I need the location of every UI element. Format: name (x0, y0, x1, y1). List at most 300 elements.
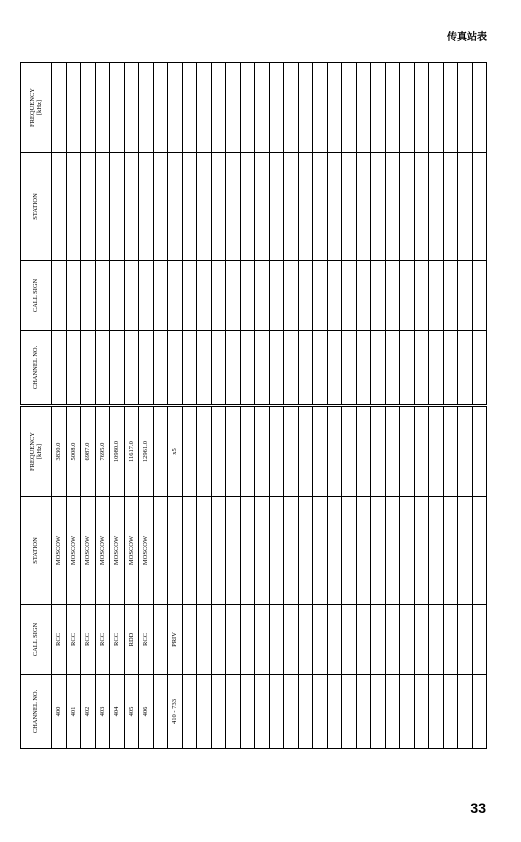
cell-callsign (356, 261, 371, 331)
table-row (182, 63, 197, 405)
table-row (168, 63, 183, 405)
cell-station (284, 497, 299, 605)
cell-station (66, 153, 81, 261)
table-row (168, 407, 183, 749)
cell-frequency (211, 63, 226, 153)
cell-callsign (52, 261, 67, 331)
cell-channel (443, 331, 458, 405)
cell-frequency (371, 407, 386, 497)
cell-channel (371, 331, 386, 405)
column-header-channel: CHANNEL NO. (21, 675, 52, 749)
cell-channel: 410 - 733 (168, 675, 183, 749)
table-row (298, 63, 313, 405)
cell-frequency (429, 407, 444, 497)
cell-callsign: RCC (81, 605, 96, 675)
table-row (313, 407, 328, 749)
cell-callsign (153, 261, 168, 331)
cell-channel (240, 675, 255, 749)
table-row (153, 407, 168, 749)
cell-callsign (269, 605, 284, 675)
cell-callsign (66, 261, 81, 331)
cell-channel (327, 675, 342, 749)
table-row (371, 407, 386, 749)
cell-channel (458, 331, 473, 405)
cell-frequency: x5 (168, 407, 183, 497)
cell-station (356, 497, 371, 605)
cell-frequency (240, 407, 255, 497)
cell-station (255, 497, 270, 605)
cell-callsign (211, 261, 226, 331)
cell-station (182, 497, 197, 605)
cell-channel (342, 675, 357, 749)
table-row (342, 63, 357, 405)
cell-callsign (313, 605, 328, 675)
cell-frequency (313, 63, 328, 153)
cell-station: MOSCOW (52, 497, 67, 605)
column-header-station: STATION (21, 497, 52, 605)
table-row (211, 407, 226, 749)
cell-station (182, 153, 197, 261)
table-row (327, 407, 342, 749)
cell-callsign (356, 605, 371, 675)
cell-station: MOSCOW (66, 497, 81, 605)
cell-channel (197, 331, 212, 405)
cell-channel: 405 (124, 675, 139, 749)
cell-channel (211, 675, 226, 749)
cell-frequency (269, 63, 284, 153)
cell-channel: 400 (52, 675, 67, 749)
table-row (472, 407, 487, 749)
table-row (429, 63, 444, 405)
cell-frequency (472, 63, 487, 153)
table-row (255, 407, 270, 749)
cell-frequency: 10980.0 (110, 407, 125, 497)
table-row (342, 407, 357, 749)
table-row (182, 407, 197, 749)
cell-callsign (153, 605, 168, 675)
cell-station (269, 153, 284, 261)
cell-station (226, 497, 241, 605)
cell-channel (371, 675, 386, 749)
cell-channel (298, 331, 313, 405)
cell-channel (110, 331, 125, 405)
cell-frequency (255, 63, 270, 153)
table-row (124, 407, 139, 749)
table-row (197, 63, 212, 405)
cell-channel (182, 331, 197, 405)
table-row (95, 63, 110, 405)
cell-frequency (443, 63, 458, 153)
cell-channel (313, 675, 328, 749)
cell-station (400, 153, 415, 261)
cell-frequency (226, 407, 241, 497)
cell-frequency (458, 407, 473, 497)
cell-station (458, 153, 473, 261)
cell-station (269, 497, 284, 605)
cell-callsign (298, 261, 313, 331)
cell-station (356, 153, 371, 261)
cell-channel (197, 675, 212, 749)
cell-station (429, 153, 444, 261)
cell-channel (429, 675, 444, 749)
cell-frequency (81, 63, 96, 153)
cell-frequency: 7695.0 (95, 407, 110, 497)
cell-callsign: RCC (95, 605, 110, 675)
cell-callsign (284, 605, 299, 675)
cell-frequency (385, 63, 400, 153)
cell-callsign (284, 261, 299, 331)
cell-callsign (168, 261, 183, 331)
cell-station (240, 497, 255, 605)
cell-callsign (313, 261, 328, 331)
cell-frequency (182, 407, 197, 497)
cell-station (342, 153, 357, 261)
cell-frequency (124, 63, 139, 153)
cell-station (327, 497, 342, 605)
table-row (255, 63, 270, 405)
cell-channel (153, 331, 168, 405)
cell-station: MOSCOW (124, 497, 139, 605)
cell-station (226, 153, 241, 261)
table-row (66, 63, 81, 405)
cell-callsign (211, 605, 226, 675)
cell-station (342, 497, 357, 605)
cell-callsign (414, 605, 429, 675)
cell-station (197, 497, 212, 605)
table-row (226, 407, 241, 749)
cell-callsign: RCC (110, 605, 125, 675)
table-row (139, 407, 154, 749)
table-row (139, 63, 154, 405)
page-header-title: 传真站表 (447, 32, 487, 43)
cell-channel (255, 331, 270, 405)
cell-frequency (342, 407, 357, 497)
table-row (269, 63, 284, 405)
cell-frequency (472, 407, 487, 497)
cell-frequency (356, 407, 371, 497)
page-number: 33 (470, 800, 486, 816)
table-row (110, 407, 125, 749)
cell-frequency (342, 63, 357, 153)
cell-frequency (284, 63, 299, 153)
cell-station: MOSCOW (139, 497, 154, 605)
cell-channel (443, 675, 458, 749)
cell-channel (356, 675, 371, 749)
cell-frequency (385, 407, 400, 497)
cell-frequency (298, 407, 313, 497)
table-row (371, 63, 386, 405)
frequency-table-top (20, 62, 487, 405)
column-header-frequency (21, 407, 52, 497)
cell-channel (342, 331, 357, 405)
cell-frequency (110, 63, 125, 153)
table-row (52, 407, 67, 749)
cell-channel (52, 331, 67, 405)
table-row (298, 407, 313, 749)
table-row (110, 63, 125, 405)
cell-frequency (153, 63, 168, 153)
cell-callsign: RCC (66, 605, 81, 675)
cell-station (385, 153, 400, 261)
cell-callsign (226, 605, 241, 675)
cell-channel (226, 675, 241, 749)
table-row (356, 63, 371, 405)
column-header-frequency (21, 63, 52, 153)
cell-station (211, 497, 226, 605)
cell-channel (472, 675, 487, 749)
cell-frequency: 12961.0 (139, 407, 154, 497)
table-row (197, 407, 212, 749)
table-row (211, 63, 226, 405)
cell-frequency (269, 407, 284, 497)
table-body (52, 407, 487, 749)
cell-callsign (458, 605, 473, 675)
cell-station (429, 497, 444, 605)
cell-callsign (240, 605, 255, 675)
cell-frequency (356, 63, 371, 153)
cell-channel (124, 331, 139, 405)
cell-channel (66, 331, 81, 405)
cell-channel (182, 675, 197, 749)
cell-frequency (182, 63, 197, 153)
cell-frequency (197, 63, 212, 153)
cell-channel (298, 675, 313, 749)
cell-channel (269, 331, 284, 405)
table-row (284, 407, 299, 749)
table-row (414, 63, 429, 405)
cell-station (153, 497, 168, 605)
cell-callsign (342, 605, 357, 675)
table-row (443, 407, 458, 749)
cell-station (371, 497, 386, 605)
cell-callsign (327, 605, 342, 675)
cell-channel (385, 331, 400, 405)
cell-station (52, 153, 67, 261)
table-row (66, 407, 81, 749)
cell-channel: 404 (110, 675, 125, 749)
cell-frequency (168, 63, 183, 153)
cell-channel (284, 675, 299, 749)
cell-callsign (472, 261, 487, 331)
cell-station: MOSCOW (95, 497, 110, 605)
table-row (429, 407, 444, 749)
table-row (284, 63, 299, 405)
cell-callsign: PRIV (168, 605, 183, 675)
table-row (385, 407, 400, 749)
cell-callsign (226, 261, 241, 331)
cell-channel (414, 331, 429, 405)
cell-callsign (197, 605, 212, 675)
cell-channel (211, 331, 226, 405)
cell-frequency (52, 63, 67, 153)
cell-channel (240, 331, 255, 405)
frequency-unit-label: [kHz] (36, 443, 43, 460)
cell-channel (429, 331, 444, 405)
cell-frequency (327, 63, 342, 153)
cell-callsign (197, 261, 212, 331)
table-row (313, 63, 328, 405)
cell-station: MOSCOW (110, 497, 125, 605)
cell-station (458, 497, 473, 605)
cell-station (95, 153, 110, 261)
cell-frequency (429, 63, 444, 153)
cell-frequency: 6987.0 (81, 407, 96, 497)
cell-channel (414, 675, 429, 749)
cell-frequency (400, 407, 415, 497)
cell-callsign: RCC (52, 605, 67, 675)
table-row (400, 407, 415, 749)
column-header-callsign: CALL SIGN (21, 261, 52, 331)
cell-station (298, 497, 313, 605)
table-row (240, 407, 255, 749)
cell-frequency (139, 63, 154, 153)
table-row (414, 407, 429, 749)
cell-callsign (255, 605, 270, 675)
cell-station (197, 153, 212, 261)
cell-frequency (284, 407, 299, 497)
cell-channel (95, 331, 110, 405)
cell-channel (356, 331, 371, 405)
cell-frequency: 11617.0 (124, 407, 139, 497)
frequency-header-label: FREQUENCY (28, 88, 36, 128)
cell-callsign (429, 605, 444, 675)
column-header-channel: CHANNEL NO. (21, 331, 52, 405)
cell-station (313, 497, 328, 605)
cell-station (240, 153, 255, 261)
cell-station (385, 497, 400, 605)
cell-callsign (182, 261, 197, 331)
cell-frequency (443, 407, 458, 497)
cell-station (313, 153, 328, 261)
table-row (400, 63, 415, 405)
table-row (443, 63, 458, 405)
cell-station (168, 497, 183, 605)
cell-station (110, 153, 125, 261)
cell-channel (139, 331, 154, 405)
cell-station (284, 153, 299, 261)
cell-callsign (240, 261, 255, 331)
cell-callsign (139, 261, 154, 331)
cell-channel (400, 331, 415, 405)
cell-channel (255, 675, 270, 749)
frequency-table-bottom (20, 406, 487, 749)
cell-frequency (95, 63, 110, 153)
cell-callsign (342, 261, 357, 331)
table-row (269, 407, 284, 749)
table-row (226, 63, 241, 405)
cell-callsign (371, 261, 386, 331)
cell-callsign (298, 605, 313, 675)
cell-callsign (414, 261, 429, 331)
cell-station (168, 153, 183, 261)
frequency-table-bottom-panel (20, 407, 460, 749)
cell-station: MOSCOW (81, 497, 96, 605)
frequency-unit-label: [kHz] (36, 99, 43, 116)
cell-frequency (197, 407, 212, 497)
cell-station (414, 153, 429, 261)
cell-channel (327, 331, 342, 405)
cell-callsign (371, 605, 386, 675)
cell-frequency (458, 63, 473, 153)
cell-callsign (400, 261, 415, 331)
cell-channel (400, 675, 415, 749)
table-row (472, 63, 487, 405)
cell-frequency (153, 407, 168, 497)
cell-station (139, 153, 154, 261)
cell-callsign (81, 261, 96, 331)
cell-channel (284, 331, 299, 405)
cell-channel (81, 331, 96, 405)
table-row (95, 407, 110, 749)
cell-callsign (95, 261, 110, 331)
frequency-header-label: FREQUENCY (28, 432, 36, 472)
table-row (52, 63, 67, 405)
cell-callsign (124, 261, 139, 331)
cell-callsign (255, 261, 270, 331)
table-row (240, 63, 255, 405)
cell-station (371, 153, 386, 261)
cell-frequency: 5008.0 (66, 407, 81, 497)
cell-channel (313, 331, 328, 405)
cell-station (211, 153, 226, 261)
cell-frequency (327, 407, 342, 497)
cell-callsign (400, 605, 415, 675)
table-header-row (21, 63, 52, 405)
cell-station (400, 497, 415, 605)
cell-callsign (385, 605, 400, 675)
cell-frequency (400, 63, 415, 153)
cell-station (153, 153, 168, 261)
cell-channel (472, 331, 487, 405)
cell-frequency (414, 63, 429, 153)
table-row (385, 63, 400, 405)
table-row (81, 63, 96, 405)
cell-station (414, 497, 429, 605)
column-header-callsign: CALL SIGN (21, 605, 52, 675)
column-header-station: STATION (21, 153, 52, 261)
cell-channel (458, 675, 473, 749)
cell-station (81, 153, 96, 261)
cell-frequency: 3830.0 (52, 407, 67, 497)
cell-callsign (110, 261, 125, 331)
cell-station (255, 153, 270, 261)
cell-channel: 401 (66, 675, 81, 749)
table-row (458, 407, 473, 749)
table-row (153, 63, 168, 405)
cell-callsign: RCC (139, 605, 154, 675)
cell-frequency (313, 407, 328, 497)
table-row (458, 63, 473, 405)
cell-station (327, 153, 342, 261)
cell-channel: 403 (95, 675, 110, 749)
cell-frequency (414, 407, 429, 497)
cell-frequency (211, 407, 226, 497)
cell-station (298, 153, 313, 261)
cell-frequency (66, 63, 81, 153)
cell-callsign (182, 605, 197, 675)
cell-callsign (443, 261, 458, 331)
cell-channel (153, 675, 168, 749)
cell-frequency (255, 407, 270, 497)
table-row (356, 407, 371, 749)
cell-station (472, 153, 487, 261)
table-body (52, 63, 487, 405)
cell-station (124, 153, 139, 261)
cell-callsign (472, 605, 487, 675)
cell-channel (385, 675, 400, 749)
cell-frequency (298, 63, 313, 153)
cell-callsign (327, 261, 342, 331)
